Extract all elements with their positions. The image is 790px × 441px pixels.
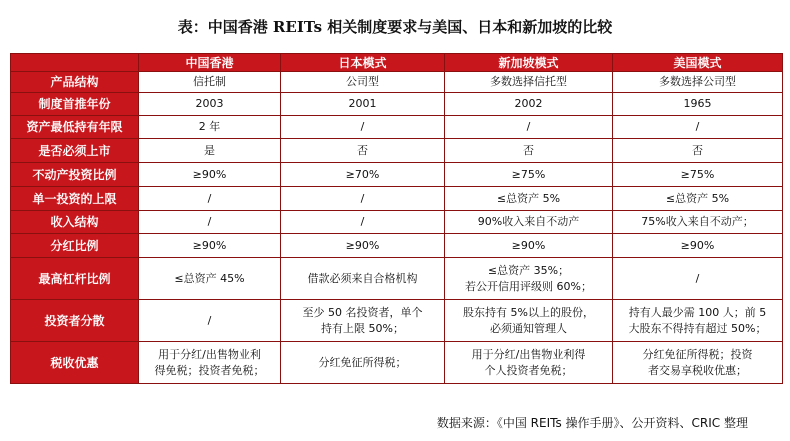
data-source-note: 数据来源：《中国 REITs 操作手册》、公开资料、CRIC 整理 (436, 416, 748, 430)
table-row (11, 211, 783, 234)
table-cell: 持有人最少需 100 人；前 5 大股东不得持有超过 50%； (613, 300, 783, 342)
table-row (11, 342, 783, 384)
table-cell: / (445, 116, 613, 139)
row-label: 不动产投资比例 (11, 163, 139, 187)
table-row (11, 187, 783, 211)
table-cell: ≥90% (281, 234, 445, 258)
row-label: 资产最低持有年限 (11, 116, 139, 139)
row-label: 最高杠杆比例 (11, 258, 139, 300)
table-cell: 2002 (445, 93, 613, 116)
table-cell: ≥90% (613, 234, 783, 258)
table-cell: ≥90% (139, 163, 281, 187)
table-row (11, 72, 783, 93)
table-cell: 否 (613, 139, 783, 163)
row-label: 制度首推年份 (11, 93, 139, 116)
header-usa: 美国模式 (613, 54, 783, 72)
table-cell: / (139, 187, 281, 211)
table-row (11, 116, 783, 139)
table-cell: ≤总资产 5% (445, 187, 613, 211)
table-cell: 用于分红/出售物业利 得免税；投资者免税； (139, 342, 281, 384)
table-row (11, 258, 783, 300)
table-cell: ≥75% (445, 163, 613, 187)
table-cell: ≤总资产 35%； 若公开信用评级则 60%； (445, 258, 613, 300)
row-label: 分红比例 (11, 234, 139, 258)
header-corner (11, 54, 139, 72)
header-row (11, 54, 783, 72)
table-cell: ≥90% (139, 234, 281, 258)
table-title: 表：中国香港 REITs 相关制度要求与美国、日本和新加坡的比较 (177, 18, 613, 36)
table-cell: ≥90% (445, 234, 613, 258)
table-cell: / (281, 187, 445, 211)
table-cell: 否 (445, 139, 613, 163)
row-label: 产品结构 (11, 72, 139, 93)
table-cell: 多数选择公司型 (613, 72, 783, 93)
table-cell: ≤总资产 45% (139, 258, 281, 300)
table-cell: 75%收入来自不动产； (613, 211, 783, 234)
table-row (11, 300, 783, 342)
table-cell: / (139, 211, 281, 234)
table-cell: 公司型 (281, 72, 445, 93)
header-hongkong: 中国香港 (139, 54, 281, 72)
table-cell: ≤总资产 5% (613, 187, 783, 211)
table-cell: 2 年 (139, 116, 281, 139)
table-cell: / (281, 116, 445, 139)
row-label: 是否必须上市 (11, 139, 139, 163)
table-row (11, 93, 783, 116)
table-cell: 2001 (281, 93, 445, 116)
header-japan: 日本模式 (281, 54, 445, 72)
table-cell: 是 (139, 139, 281, 163)
row-label: 税收优惠 (11, 342, 139, 384)
row-label: 收入结构 (11, 211, 139, 234)
table-cell: ≥75% (613, 163, 783, 187)
table-cell: 多数选择信托型 (445, 72, 613, 93)
comparison-table (10, 53, 783, 384)
table-cell: 信托制 (139, 72, 281, 93)
table-cell: / (281, 211, 445, 234)
table-cell: 90%收入来自不动产 (445, 211, 613, 234)
table-cell: 借款必须来自合格机构 (281, 258, 445, 300)
table-cell: 分红免征所得税；投资 者交易享税收优惠； (613, 342, 783, 384)
table-row (11, 139, 783, 163)
table-cell: 分红免征所得税； (281, 342, 445, 384)
table-cell: / (139, 300, 281, 342)
table-row (11, 163, 783, 187)
table-cell: 2003 (139, 93, 281, 116)
table-cell: / (613, 116, 783, 139)
table-row (11, 234, 783, 258)
row-label: 单一投资的上限 (11, 187, 139, 211)
table-cell: 否 (281, 139, 445, 163)
header-singapore: 新加坡模式 (445, 54, 613, 72)
table-cell: 至少 50 名投资者，单个 持有上限 50%； (281, 300, 445, 342)
row-label: 投资者分散 (11, 300, 139, 342)
table-cell: 1965 (613, 93, 783, 116)
table-cell: 用于分红/出售物业利得 个人投资者免税； (445, 342, 613, 384)
table-cell: ≥70% (281, 163, 445, 187)
table-cell: 股东持有 5%以上的股份， 必须通知管理人 (445, 300, 613, 342)
table-cell: / (613, 258, 783, 300)
